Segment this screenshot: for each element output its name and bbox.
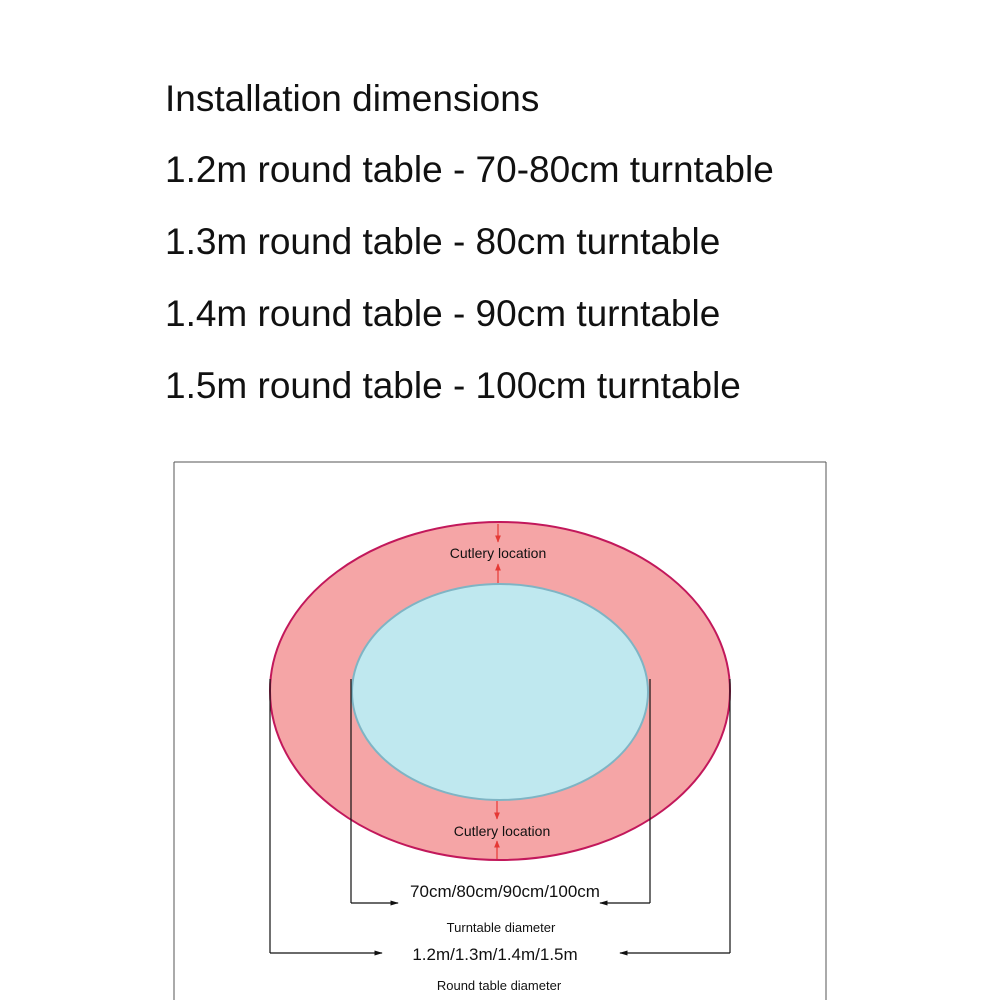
size-line-1-2m: 1.2m round table - 70-80cm turntable — [165, 149, 774, 190]
size-line-1-3m: 1.3m round table - 80cm turntable — [165, 221, 721, 262]
table-sizes-label: 1.2m/1.3m/1.4m/1.5m — [412, 945, 578, 964]
turntable-ellipse — [352, 584, 648, 800]
size-line-1-5m: 1.5m round table - 100cm turntable — [165, 365, 741, 406]
cutlery-bottom-label: Cutlery location — [453, 823, 551, 839]
cutlery-top-label: Cutlery location — [449, 545, 547, 561]
size-line-1-4m: 1.4m round table - 90cm turntable — [165, 293, 721, 334]
page-title: Installation dimensions — [165, 78, 540, 119]
turntable-diameter-caption: Turntable diameter — [446, 920, 556, 935]
turntable-sizes-label: 70cm/80cm/90cm/100cm — [410, 882, 600, 901]
table-diameter-caption: Round table diameter — [436, 978, 562, 993]
